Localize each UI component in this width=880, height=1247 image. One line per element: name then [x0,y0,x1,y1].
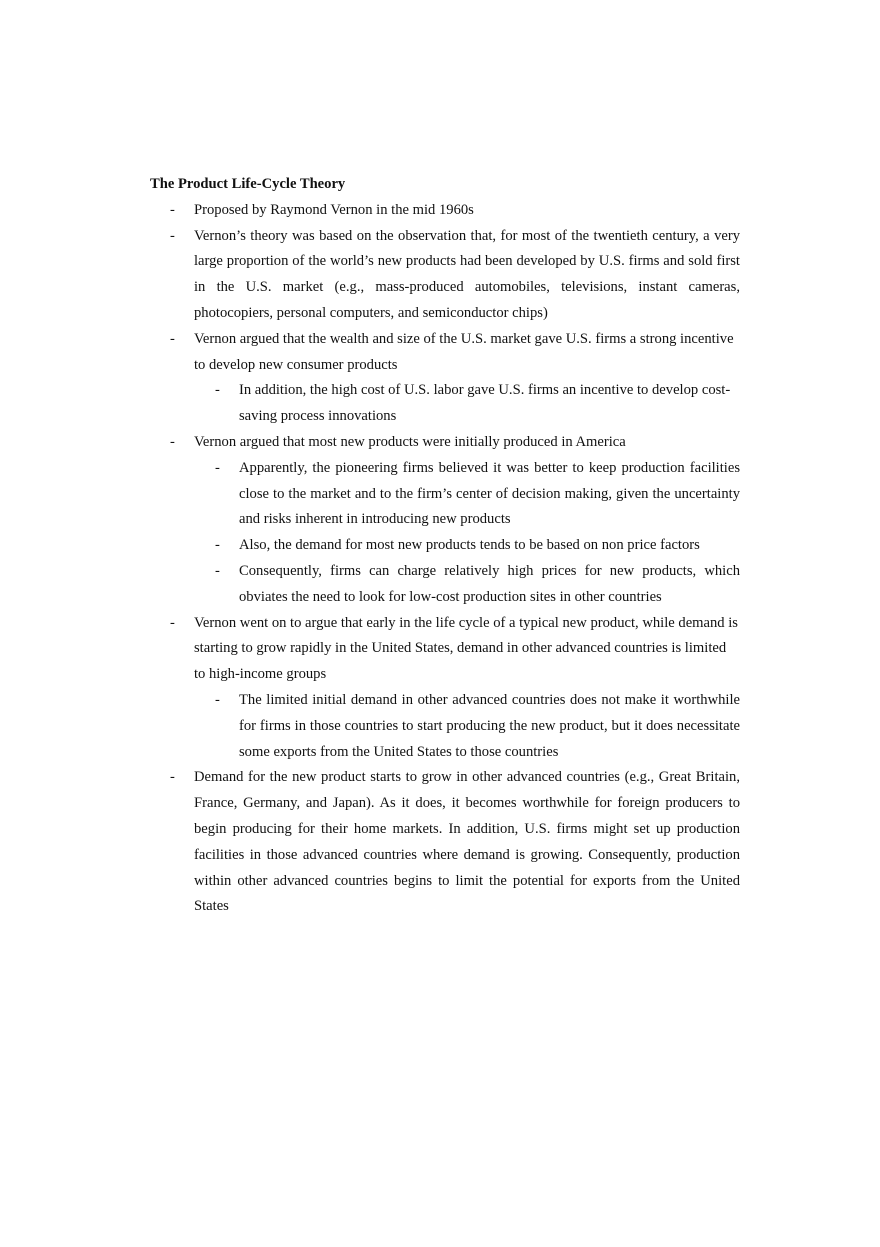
bullet-dash: - [215,459,220,476]
list-item-text: Vernon went on to argue that early in the life cycle of a typical new product, while demand is starting to grow rapidly in the United States, demand in other advanced countries is limited to high-income groups [194,614,738,683]
list-item-text: The limited initial demand in other advanced countries does not make it worthwhile for firms in those countries to start producing the new product, but it does necessitate some exports from the United States to those countries [239,691,740,760]
sub-list-item [150,456,740,533]
bullet-dash: - [170,227,175,244]
bullet-dash: - [215,382,220,399]
list-item [150,327,740,379]
list-item-text: Vernon’s theory was based on the observation that, for most of the twentieth century, a very large proportion of the world’s new products had been developed by U.S. firms and sold first in the U.S. market (e.g., mass-produced automobiles, televisions, instant cameras, photocopiers, personal computers, and semiconductor chips) [194,227,740,321]
list-item-text: Vernon argued that the wealth and size of the U.S. market gave U.S. firms a strong incentive to develop new consumer products [194,330,734,373]
sub-list-item [150,688,740,765]
list-item-text: Vernon argued that most new products were initially produced in America [194,433,626,450]
sub-list-item [150,378,740,430]
list-item-text: Apparently, the pioneering firms believed it was better to keep production facilities close to the market and to the firm’s center of decision making, given the uncertainty and risks inherent in introducing new products [239,459,740,528]
bullet-dash: - [170,433,175,450]
bullet-dash: - [170,201,175,218]
document-title: The Product Life-Cycle Theory [150,176,346,192]
list-item-text: Consequently, firms can charge relatively high prices for new products, which obviates the need to look for low-cost production sites in other countries [239,562,740,605]
list-item [150,611,740,688]
bullet-dash: - [215,691,220,708]
document-body [150,172,740,920]
bullet-dash: - [170,614,175,631]
bullet-dash: - [215,537,220,554]
list-item-text: In addition, the high cost of U.S. labor gave U.S. firms an incentive to develop cost-saving process innovations [239,382,731,425]
bullet-dash: - [170,330,175,347]
list-item-text: Also, the demand for most new products tends to be based on non price factors [239,537,700,554]
list-item [150,224,740,327]
list-item [150,198,740,224]
bullet-list [150,198,740,920]
list-item-text: Proposed by Raymond Vernon in the mid 1960s [194,201,474,218]
sub-list-item [150,533,740,559]
bullet-dash: - [215,562,220,579]
sub-list-item [150,559,740,611]
bullet-dash: - [170,769,175,786]
list-item [150,430,740,456]
list-item [150,765,740,920]
list-item-text: Demand for the new product starts to grow in other advanced countries (e.g., Great Britain, France, Germany, and Japan). As it does, it becomes worthwhile for foreign producers to begin producing for their home markets. In addition, U.S. firms might set up production facilities in those advanced countries where demand is growing. Consequently, production within other advanced countries begins to limit the potential for exports from the United States [194,769,740,915]
